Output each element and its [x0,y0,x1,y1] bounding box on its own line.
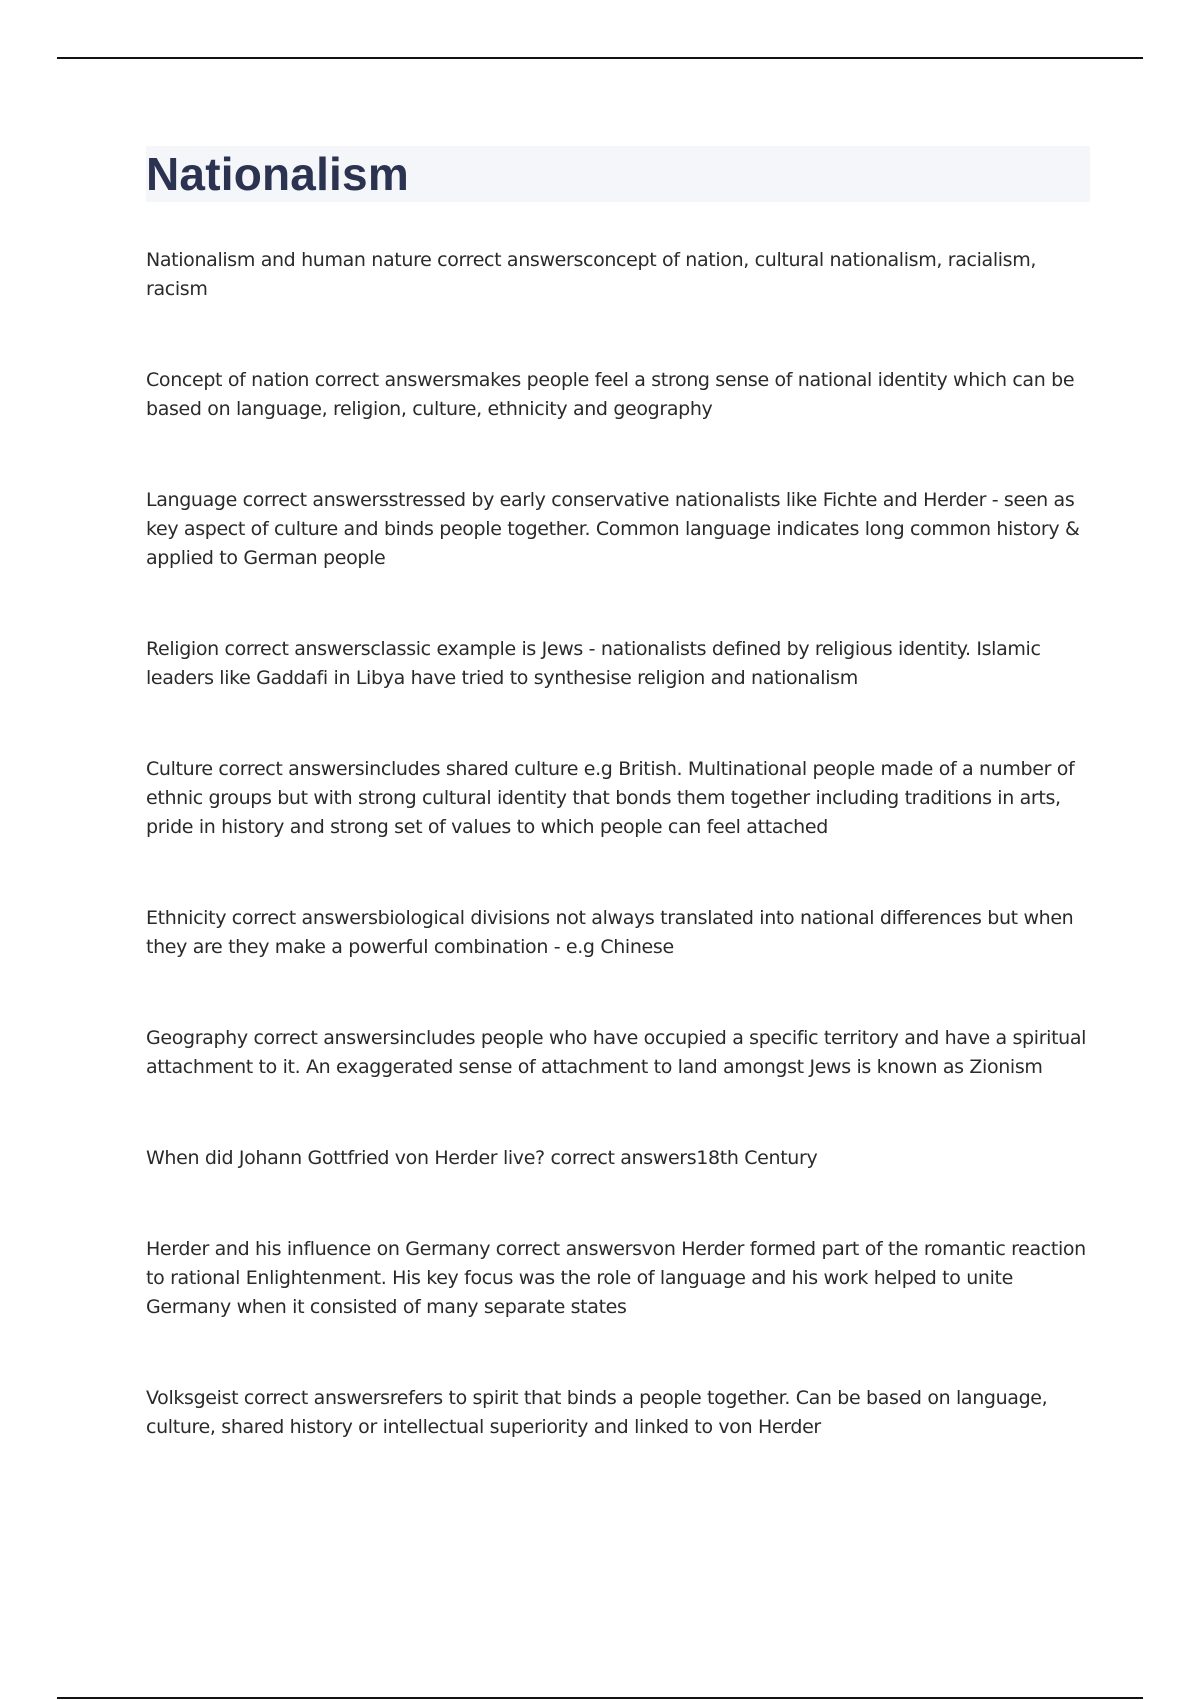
list-item: Herder and his influence on Germany correct answersvon Herder formed part of the romantic reaction to rational Enlightenment. His key focus was the role of language and his work helped to unite Germany when it consisted of many separate states [146,1238,1086,1318]
list-item: Nationalism and human nature correct answersconcept of nation, cultural nationalism, racialism, racism [146,249,1037,300]
list-item: Concept of nation correct answersmakes people feel a strong sense of national identity which can be based on language, religion, culture, ethnicity and geography [146,369,1075,420]
list-item: Volksgeist correct answersrefers to spirit that binds a people together. Can be based on language, culture, shared history or intellectual superiority and linked to von Herder [146,1387,1048,1438]
list-item: Ethnicity correct answersbiological divisions not always translated into national differences but when they are they make a powerful combination - e.g Chinese [146,907,1074,958]
top-rule [57,57,1143,59]
list-item: Culture correct answersincludes shared culture e.g British. Multinational people made of a number of ethnic groups but with strong cultural identity that bonds them together including traditions in arts, pride in history and strong set of values to which people can feel attached [146,758,1075,838]
flashcard-list [146,246,1090,1442]
document-body [146,146,1090,1504]
list-item: Religion correct answersclassic example is Jews - nationalists defined by religious identity. Islamic leaders like Gaddafi in Libya have tried to synthesise religion and nationalism [146,638,1041,689]
page-title: Nationalism [146,148,409,200]
list-item: When did Johann Gottfried von Herder live? correct answers18th Century [146,1147,818,1169]
title-banner [146,146,1090,202]
list-item: Language correct answersstressed by early conservative nationalists like Fichte and Herder - seen as key aspect of culture and binds people together. Common language indicates long common history & applied to German people [146,489,1080,569]
bottom-rule [57,1697,1143,1699]
list-item: Geography correct answersincludes people who have occupied a specific territory and have a spiritual attachment to it. An exaggerated sense of attachment to land amongst Jews is known as Zionism [146,1027,1087,1078]
